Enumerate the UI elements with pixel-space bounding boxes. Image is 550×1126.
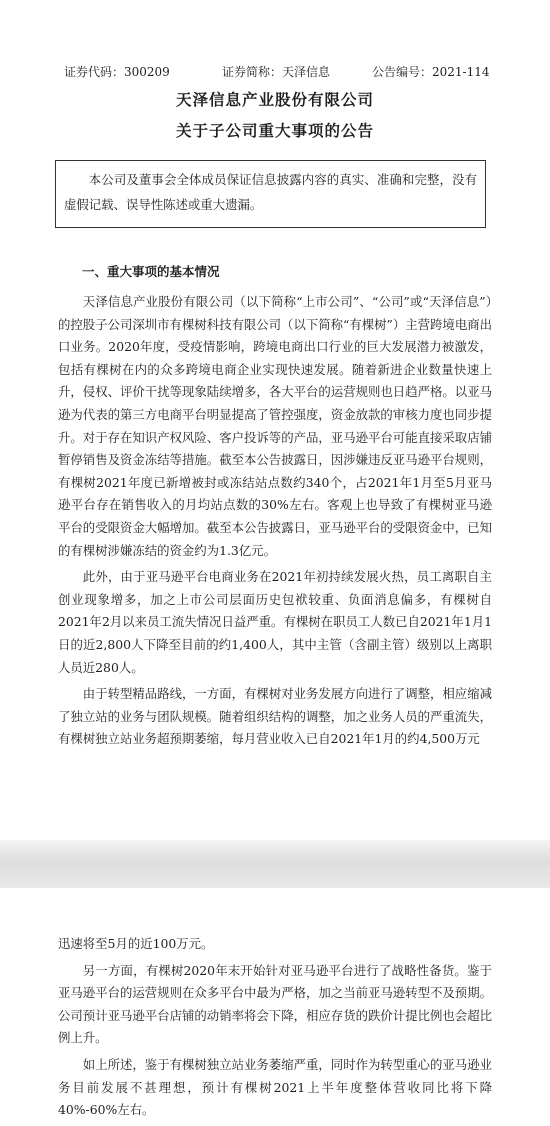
section-heading: 一、重大事项的基本情况 — [82, 264, 220, 279]
paragraph: 此外，由于亚马逊平台电商业务在2021年初持续发展火热，员工离职自主创业现象增多，加之上市公司层面历史包袱较重、负面消息偏多，有棵树自2021年2月以来员工流失情况日益严重。有棵树在职员工人数已自2021年1月1日的近2,800人下降至目前的约1,400人，其中主管（含副主管）级别以上离职人员近280人。 — [58, 569, 492, 675]
paragraph: 天泽信息产业股份有限公司（以下简称“上市公司”、“公司”或“天泽信息”）的控股子公司深圳市有棵树科技有限公司（以下简称“有棵树”）主营跨境电商出口业务。2020年度，受疫情影响，跨境电商出口行业的巨大发展潜力被激发，包括有棵树在内的众多跨境电商企业实现快速发展。随着新进企业数量快速上升，侵权、评价干扰等现象陆续增多，各大平台的运营规则也日趋严格。以亚马逊为代表的第三方电商平台明显提高了管控强度，资金放款的审核力度也同步提升。对于存在知识产权风险、客户投诉等的产品，亚马逊平台可能直接采取店铺暂停销售及资金冻结等措施。截至本公告披露日，因涉嫌违反亚马逊平台规则，有棵树2021年度已新增被封或冻结站点数约340个，占2021年1月至5月亚马逊平台存在销售收入的月均站点数的30%左右。客观上也导致了有棵树亚马逊平台的受限资金大幅增加。截至本公告披露日，亚马逊平台的受限资金中，已知的有棵树涉嫌冻结的资金约为1.3亿元。 — [58, 294, 492, 558]
company-title: 天泽信息产业股份有限公司 — [175, 91, 374, 109]
disclaimer-box: 本公司及董事会全体成员保证信息披露内容的真实、准确和完整，没有虚假记载、误导性陈述或重大遗漏。 — [55, 160, 486, 228]
document-page-2 — [0, 888, 550, 1124]
announcement-number: 公告编号：2021-114 — [372, 65, 490, 79]
stock-abbreviation: 证券简称：天泽信息 — [222, 65, 331, 79]
paragraph: 迅速将至5月的近100万元。 — [58, 936, 214, 951]
paragraph: 如上所述，鉴于有棵树独立站业务萎缩严重，同时作为转型重心的亚马逊业务目前发展不甚理想，预计有棵树2021上半年度整体营收同比将下降40%-60%左右。 — [58, 1056, 492, 1118]
page2-body — [58, 933, 492, 1126]
announcement-title: 关于子公司重大事项的公告 — [175, 122, 374, 140]
paragraph: 由于转型精品路线，一方面，有棵树对业务发展方向进行了调整，相应缩减了独立站的业务与团队规模。随着组织结构的调整，加之业务人员的严重流失，有棵树独立站业务超预期萎缩，每月营业收入已自2021年1月的约4,500万元 — [58, 686, 492, 747]
paragraph: 另一方面，有棵树2020年末开始针对亚马逊平台进行了战略性备货。鉴于亚马逊平台的运营规则在众多平台中最为严格，加之当前亚马逊转型不及预期。公司预计亚马逊平台店铺的动销率将会下降，相应存货的跌价计提比例也会超比例上升。 — [58, 962, 492, 1046]
stock-code: 证券代码：300209 — [64, 65, 170, 79]
section-body — [58, 291, 492, 755]
page-break — [0, 840, 550, 888]
